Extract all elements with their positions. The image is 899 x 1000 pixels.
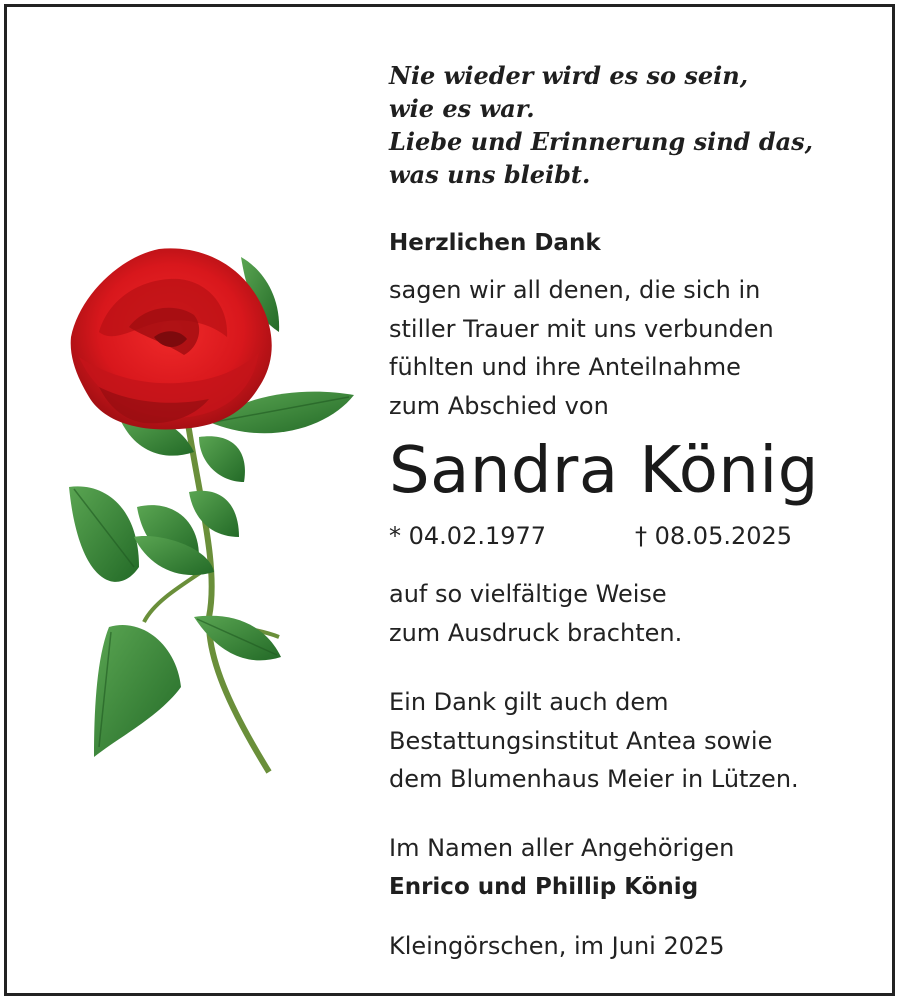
text-line: Ein Dank gilt auch dem <box>389 688 669 716</box>
thanks-heading: Herzlichen Dank <box>389 230 601 256</box>
text-line: auf so vielfältige Weise <box>389 580 667 608</box>
poem-line: wie es war. <box>389 94 535 123</box>
poem-line: Liebe und Erinnerung sind das, <box>389 127 814 156</box>
life-dates <box>389 519 793 553</box>
text-line: zum Ausdruck brachten. <box>389 618 683 647</box>
intro-paragraph <box>389 271 774 425</box>
closing-paragraph <box>389 575 682 652</box>
red-rose-icon <box>59 237 359 777</box>
text-line: fühlten und ihre Anteilnahme <box>389 353 741 381</box>
poem-line: Nie wieder wird es so sein, <box>389 61 749 90</box>
text-line: stiller Trauer mit uns verbunden <box>389 314 774 343</box>
text-line: dem Blumenhaus Meier in Lützen. <box>389 765 799 793</box>
thanks-paragraph <box>389 683 799 799</box>
signature-intro: Im Namen aller Angehörigen <box>389 834 735 862</box>
birth-date: * 04.02.1977 <box>389 522 547 550</box>
poem-line: was uns bleibt. <box>389 160 591 189</box>
death-date: † 08.05.2025 <box>635 522 793 550</box>
memorial-poem <box>389 59 813 191</box>
obituary-card <box>4 4 895 996</box>
text-line: Bestattungsinstitut Antea sowie <box>389 726 773 755</box>
signer-names: Enrico und Phillip König <box>389 874 699 900</box>
text-line: sagen wir all denen, die sich in <box>389 276 761 304</box>
text-line: zum Abschied von <box>389 391 609 420</box>
place-and-date: Kleingörschen, im Juni 2025 <box>389 932 725 960</box>
deceased-name: Sandra König <box>389 434 819 508</box>
